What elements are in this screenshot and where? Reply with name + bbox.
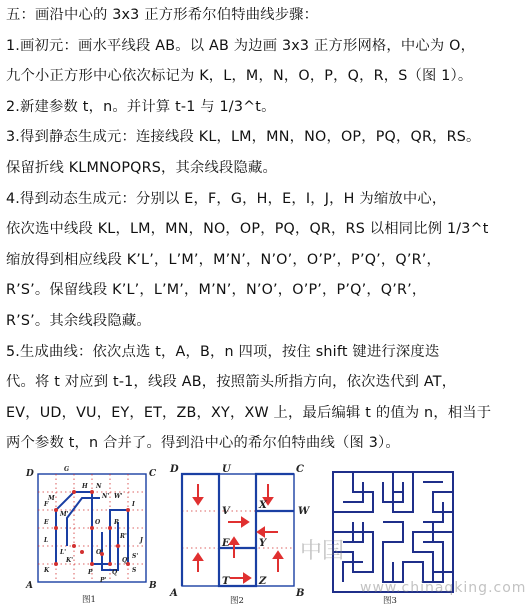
fig1-pt-h: H [82,483,88,490]
fig1-pt-j: J [140,537,143,544]
fig1-pt-p-prime: P' [100,577,107,584]
fig1-pt-n: N [96,483,102,490]
fig1-pt-q-prime: Q' [122,557,130,564]
fig1-pt-k: K [44,567,50,574]
doc-line-8: 依次选中线段 KL，LM，MN，NO，OP，PQ，QR，RS 以相同比例 1/3^t [6,221,489,238]
fig1-label-d: D [26,469,34,479]
figure-2-caption: 图2 [230,596,244,606]
doc-line-6: 保留折线 KLMNOPQRS，其余线段隐藏。 [6,159,278,176]
fig2-pt-x: X [259,500,267,511]
fig1-pt-o-prime: O' [96,549,104,556]
figures-row [0,462,531,607]
fig1-pt-g: G [64,466,70,473]
doc-line-15: 两个参数 t，n 合并了。得到沿中心的希尔伯特曲线（图 3）。 [6,435,400,452]
fig1-pt-m: M [48,495,55,502]
document-body [6,0,526,459]
figure-3-caption: 图3 [383,596,397,606]
fig1-label-c: C [149,469,157,479]
fig1-label-a: A [26,581,33,591]
doc-line-2: 1.画初元：画水平线段 AB。以 AB 为边画 3x3 正方形网格，中心为 O， [6,37,476,54]
figure-1-grid [22,462,162,605]
fig2-pt-v: V [222,506,230,517]
doc-line-10: R’S’。保留线段 K’L’，L’M’，M’N’，N’O’，O’P’，P’Q’，Q’R’， [6,282,427,299]
fig1-pt-p: P [88,569,93,576]
fig1-label-b: B [149,581,157,591]
fig1-pt-s: S [132,567,137,574]
fig2-pt-y: Y [259,538,267,549]
doc-line-4: 2.新建参数 t，n。并计算 t-1 与 1/3^t。 [6,98,276,115]
watermark-cn: 中国 [300,539,345,564]
figure-2-grid [168,462,318,607]
doc-line-14: EV，UD，VU，EY，ET，ZB，XY，XW 上，最后编辑 t 的值为 n，相当于 [6,404,492,421]
fig2-label-b: B [296,588,305,599]
fig1-pt-l: L [44,537,49,544]
fig2-pt-e: E [222,538,230,549]
fig1-pt-r-prime: R' [120,533,127,540]
doc-line-3: 九个小正方形中心依次标记为 K，L，M，N，O，P，Q，R，S（图 1）。 [6,68,473,85]
fig2-pt-w: W [298,506,310,517]
fig1-pt-r: R [114,519,119,526]
fig2-label-a: A [170,588,178,599]
doc-line-1: 五：画沿中心的 3x3 正方形希尔伯特曲线步骤： [6,7,319,23]
doc-line-12: 5.生成曲线：依次点选 t，A，B，n 四项，按住 shift 键进行深度迭 [6,343,440,360]
fig1-pt-e: E [44,519,49,526]
doc-line-7: 4.得到动态生成元：分别以 E，F，G，H，E，I，J，H 为缩放中心， [6,190,447,207]
fig1-pt-s-prime: S' [132,553,139,560]
watermark-url: www.chinaqking.com [360,580,527,596]
fig2-pt-t: T [222,576,230,587]
doc-line-13: 代。将 t 对应到 t-1，线段 AB，按照箭头所指方向，依次迭代到 AT， [6,374,457,391]
fig1-pt-k-prime: K' [66,557,74,564]
fig2-label-c: C [296,464,304,475]
fig1-pt-l-prime: L' [60,549,67,556]
fig1-pt-m-prime: M' [60,511,69,518]
fig1-pt-i: I [132,501,135,508]
fig2-pt-z: Z [259,576,267,587]
doc-line-9: 缩放得到相应线段 K’L’，L’M’，M’N’，N’O’，O’P’，P’Q’，Q’R’， [6,251,441,268]
fig1-pt-q: Q [112,569,118,576]
fig2-pt-u: U [222,464,231,475]
doc-line-11: R’S’。其余线段隐藏。 [6,312,151,329]
fig1-pt-o: O [95,519,101,526]
fig2-label-d: D [170,464,179,475]
doc-line-5: 3.得到静态生成元：连接线段 KL，LM，MN，NO，OP，PQ，QR，RS。 [6,129,481,146]
fig1-pt-f: F [44,501,49,508]
fig1-pt-n-prime: N' [102,493,110,500]
fig1-pt-w-prime: W' [114,493,123,500]
figure-1-caption: 图1 [82,595,96,605]
